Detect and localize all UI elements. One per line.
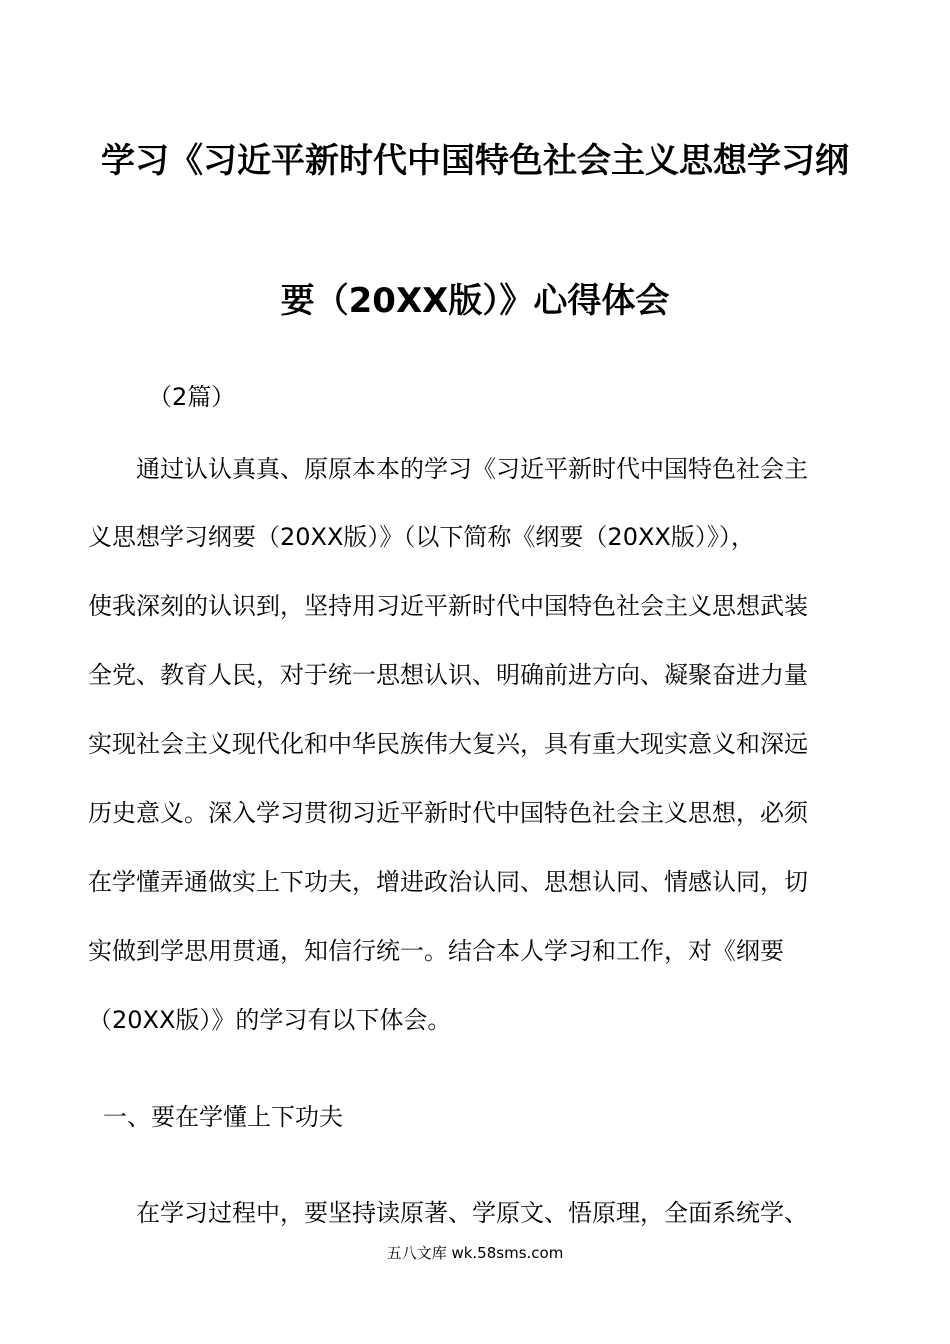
paragraph-line: 历史意义。深入学习贯彻习近平新时代中国特色社会主义思想，必须 [88, 799, 808, 827]
paragraph-line: 使我深刻的认识到，坚持用习近平新时代中国特色社会主义思想武装 [88, 592, 808, 620]
document-title-line-1: 学习《习近平新时代中国特色社会主义思想学习纲 [101, 141, 849, 181]
paragraph-line: 实现社会主义现代化和中华民族伟大复兴，具有重大现实意义和深远 [88, 730, 808, 758]
section-heading: 一、要在学懂上下功夫 [103, 1103, 343, 1131]
article-count-label: （2篇） [148, 383, 236, 411]
paragraph-line: 在学习过程中，要坚持读原著、学原文、悟原理，全面系统学、 [88, 1199, 808, 1227]
paragraph-line: 实做到学思用贯通，知信行统一。结合本人学习和工作，对《纲要 [88, 937, 784, 965]
document-title-line-2: 要（20XX版）》心得体会 [280, 281, 670, 321]
paragraph-line: （20XX版）》的学习有以下体会。 [88, 1006, 452, 1034]
paragraph-line: 通过认认真真、原原本本的学习《习近平新时代中国特色社会主 [88, 455, 808, 483]
footer-watermark: 五八文库 wk.58sms.com [386, 1244, 564, 1262]
paragraph-line: 在学懂弄通做实上下功夫，增进政治认同、思想认同、情感认同，切 [88, 868, 808, 896]
paragraph-line: 义思想学习纲要（20XX版）》（以下简称《纲要（20XX版）》）， [88, 523, 755, 551]
paragraph-line: 全党、教育人民，对于统一思想认识、明确前进方向、凝聚奋进力量 [88, 661, 808, 689]
